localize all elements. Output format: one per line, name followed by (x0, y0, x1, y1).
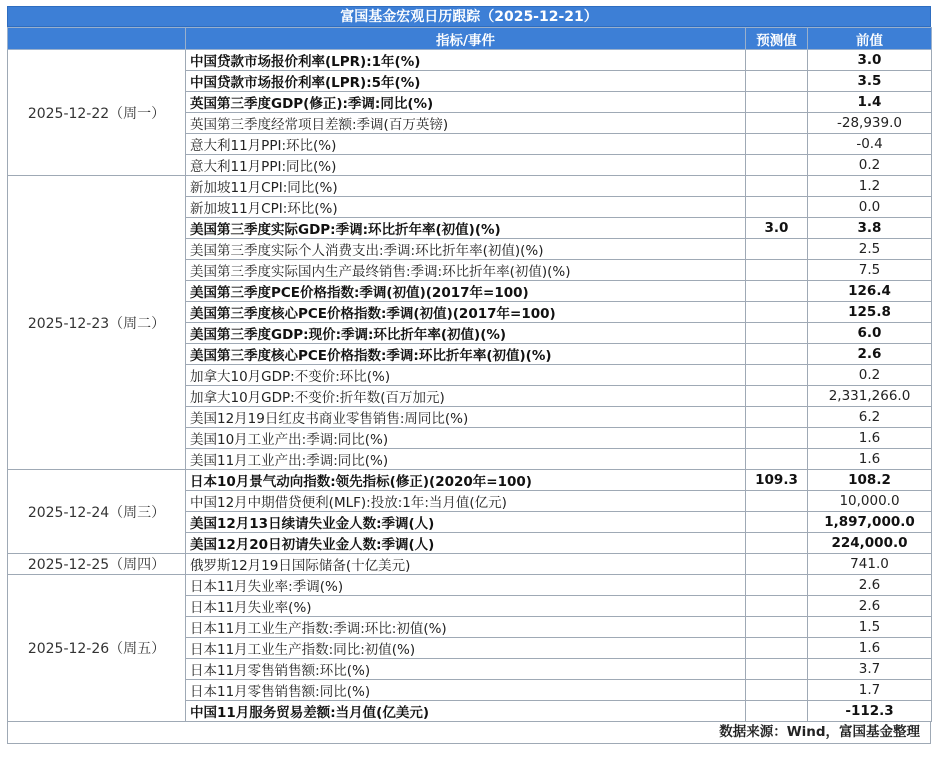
table-row (8, 50, 932, 71)
table-row (8, 470, 932, 491)
indicator-cell: 新加坡11月CPI:同比(%) (186, 176, 746, 197)
forecast-cell (746, 134, 808, 155)
forecast-cell (746, 113, 808, 134)
indicator-header: 指标/事件 (186, 28, 746, 50)
header-row (8, 28, 932, 50)
forecast-cell (746, 533, 808, 554)
forecast-cell (746, 617, 808, 638)
date-cell: 2025-12-24（周三） (8, 470, 186, 554)
previous-cell: 3.5 (808, 71, 932, 92)
forecast-cell (746, 281, 808, 302)
indicator-cell: 中国贷款市场报价利率(LPR):5年(%) (186, 71, 746, 92)
indicator-cell: 意大利11月PPI:同比(%) (186, 155, 746, 176)
forecast-cell (746, 365, 808, 386)
forecast-cell (746, 575, 808, 596)
indicator-cell: 美国第三季度核心PCE价格指数:季调:环比折年率(初值)(%) (186, 344, 746, 365)
previous-cell: 2.6 (808, 575, 932, 596)
indicator-cell: 美国第三季度实际个人消费支出:季调:环比折年率(初值)(%) (186, 239, 746, 260)
forecast-cell (746, 176, 808, 197)
indicator-cell: 英国第三季度经常项目差额:季调(百万英镑) (186, 113, 746, 134)
indicator-cell: 美国12月13日续请失业金人数:季调(人) (186, 512, 746, 533)
source-note: 数据来源：Wind，富国基金整理 (7, 722, 931, 744)
previous-cell: 6.2 (808, 407, 932, 428)
previous-cell: 1.4 (808, 92, 932, 113)
forecast-cell (746, 92, 808, 113)
indicator-cell: 日本11月工业生产指数:季调:环比:初值(%) (186, 617, 746, 638)
indicator-cell: 英国第三季度GDP(修正):季调:同比(%) (186, 92, 746, 113)
indicator-cell: 美国12月20日初请失业金人数:季调(人) (186, 533, 746, 554)
indicator-cell: 日本11月零售销售额:环比(%) (186, 659, 746, 680)
indicator-cell: 美国12月19日红皮书商业零售销售:周同比(%) (186, 407, 746, 428)
previous-cell: 3.0 (808, 50, 932, 71)
previous-header: 前值 (808, 28, 932, 50)
forecast-cell (746, 701, 808, 722)
previous-cell: 0.2 (808, 155, 932, 176)
forecast-cell (746, 512, 808, 533)
date-header (8, 28, 186, 50)
previous-cell: -0.4 (808, 134, 932, 155)
previous-cell: 3.8 (808, 218, 932, 239)
table-body (8, 50, 932, 722)
indicator-cell: 美国第三季度PCE价格指数:季调(初值)(2017年=100) (186, 281, 746, 302)
indicator-cell: 美国11月工业产出:季调:同比(%) (186, 449, 746, 470)
indicator-cell: 日本11月零售销售额:同比(%) (186, 680, 746, 701)
indicator-cell: 美国第三季度实际GDP:季调:环比折年率(初值)(%) (186, 218, 746, 239)
forecast-cell: 109.3 (746, 470, 808, 491)
previous-cell: 1,897,000.0 (808, 512, 932, 533)
forecast-header: 预测值 (746, 28, 808, 50)
indicator-cell: 美国第三季度GDP:现价:季调:环比折年率(初值)(%) (186, 323, 746, 344)
previous-cell: -112.3 (808, 701, 932, 722)
indicator-cell: 日本11月失业率(%) (186, 596, 746, 617)
forecast-cell (746, 155, 808, 176)
forecast-cell (746, 302, 808, 323)
forecast-cell (746, 386, 808, 407)
indicator-cell: 日本10月景气动向指数:领先指标(修正)(2020年=100) (186, 470, 746, 491)
previous-cell: 7.5 (808, 260, 932, 281)
forecast-cell (746, 323, 808, 344)
previous-cell: -28,939.0 (808, 113, 932, 134)
table-row (8, 176, 932, 197)
calendar-table-container (7, 6, 931, 744)
indicator-cell: 美国10月工业产出:季调:同比(%) (186, 428, 746, 449)
previous-cell: 126.4 (808, 281, 932, 302)
previous-cell: 108.2 (808, 470, 932, 491)
previous-cell: 2.6 (808, 344, 932, 365)
table-title: 富国基金宏观日历跟踪（2025-12-21） (7, 6, 931, 27)
forecast-cell (746, 638, 808, 659)
forecast-cell (746, 428, 808, 449)
macro-calendar-table (7, 27, 932, 722)
forecast-cell (746, 491, 808, 512)
table-row (8, 575, 932, 596)
previous-cell: 2,331,266.0 (808, 386, 932, 407)
forecast-cell (746, 197, 808, 218)
previous-cell: 6.0 (808, 323, 932, 344)
date-cell: 2025-12-22（周一） (8, 50, 186, 176)
previous-cell: 2.6 (808, 596, 932, 617)
indicator-cell: 新加坡11月CPI:环比(%) (186, 197, 746, 218)
forecast-cell (746, 239, 808, 260)
previous-cell: 1.6 (808, 428, 932, 449)
date-cell: 2025-12-23（周二） (8, 176, 186, 470)
previous-cell: 2.5 (808, 239, 932, 260)
forecast-cell (746, 260, 808, 281)
forecast-cell (746, 554, 808, 575)
forecast-cell (746, 71, 808, 92)
previous-cell: 10,000.0 (808, 491, 932, 512)
previous-cell: 741.0 (808, 554, 932, 575)
indicator-cell: 意大利11月PPI:环比(%) (186, 134, 746, 155)
previous-cell: 1.6 (808, 638, 932, 659)
table-row (8, 554, 932, 575)
date-cell: 2025-12-25（周四） (8, 554, 186, 575)
previous-cell: 1.5 (808, 617, 932, 638)
indicator-cell: 中国12月中期借贷便利(MLF):投放:1年:当月值(亿元) (186, 491, 746, 512)
indicator-cell: 加拿大10月GDP:不变价:环比(%) (186, 365, 746, 386)
forecast-cell (746, 344, 808, 365)
indicator-cell: 日本11月失业率:季调(%) (186, 575, 746, 596)
forecast-cell: 3.0 (746, 218, 808, 239)
indicator-cell: 加拿大10月GDP:不变价:折年数(百万加元) (186, 386, 746, 407)
indicator-cell: 俄罗斯12月19日国际储备(十亿美元) (186, 554, 746, 575)
previous-cell: 224,000.0 (808, 533, 932, 554)
forecast-cell (746, 50, 808, 71)
indicator-cell: 日本11月工业生产指数:同比:初值(%) (186, 638, 746, 659)
indicator-cell: 美国第三季度核心PCE价格指数:季调(初值)(2017年=100) (186, 302, 746, 323)
forecast-cell (746, 680, 808, 701)
date-cell: 2025-12-26（周五） (8, 575, 186, 722)
previous-cell: 3.7 (808, 659, 932, 680)
indicator-cell: 中国11月服务贸易差额:当月值(亿美元) (186, 701, 746, 722)
indicator-cell: 中国贷款市场报价利率(LPR):1年(%) (186, 50, 746, 71)
forecast-cell (746, 659, 808, 680)
previous-cell: 0.2 (808, 365, 932, 386)
forecast-cell (746, 596, 808, 617)
previous-cell: 125.8 (808, 302, 932, 323)
previous-cell: 1.2 (808, 176, 932, 197)
indicator-cell: 美国第三季度实际国内生产最终销售:季调:环比折年率(初值)(%) (186, 260, 746, 281)
forecast-cell (746, 449, 808, 470)
previous-cell: 0.0 (808, 197, 932, 218)
forecast-cell (746, 407, 808, 428)
previous-cell: 1.6 (808, 449, 932, 470)
previous-cell: 1.7 (808, 680, 932, 701)
